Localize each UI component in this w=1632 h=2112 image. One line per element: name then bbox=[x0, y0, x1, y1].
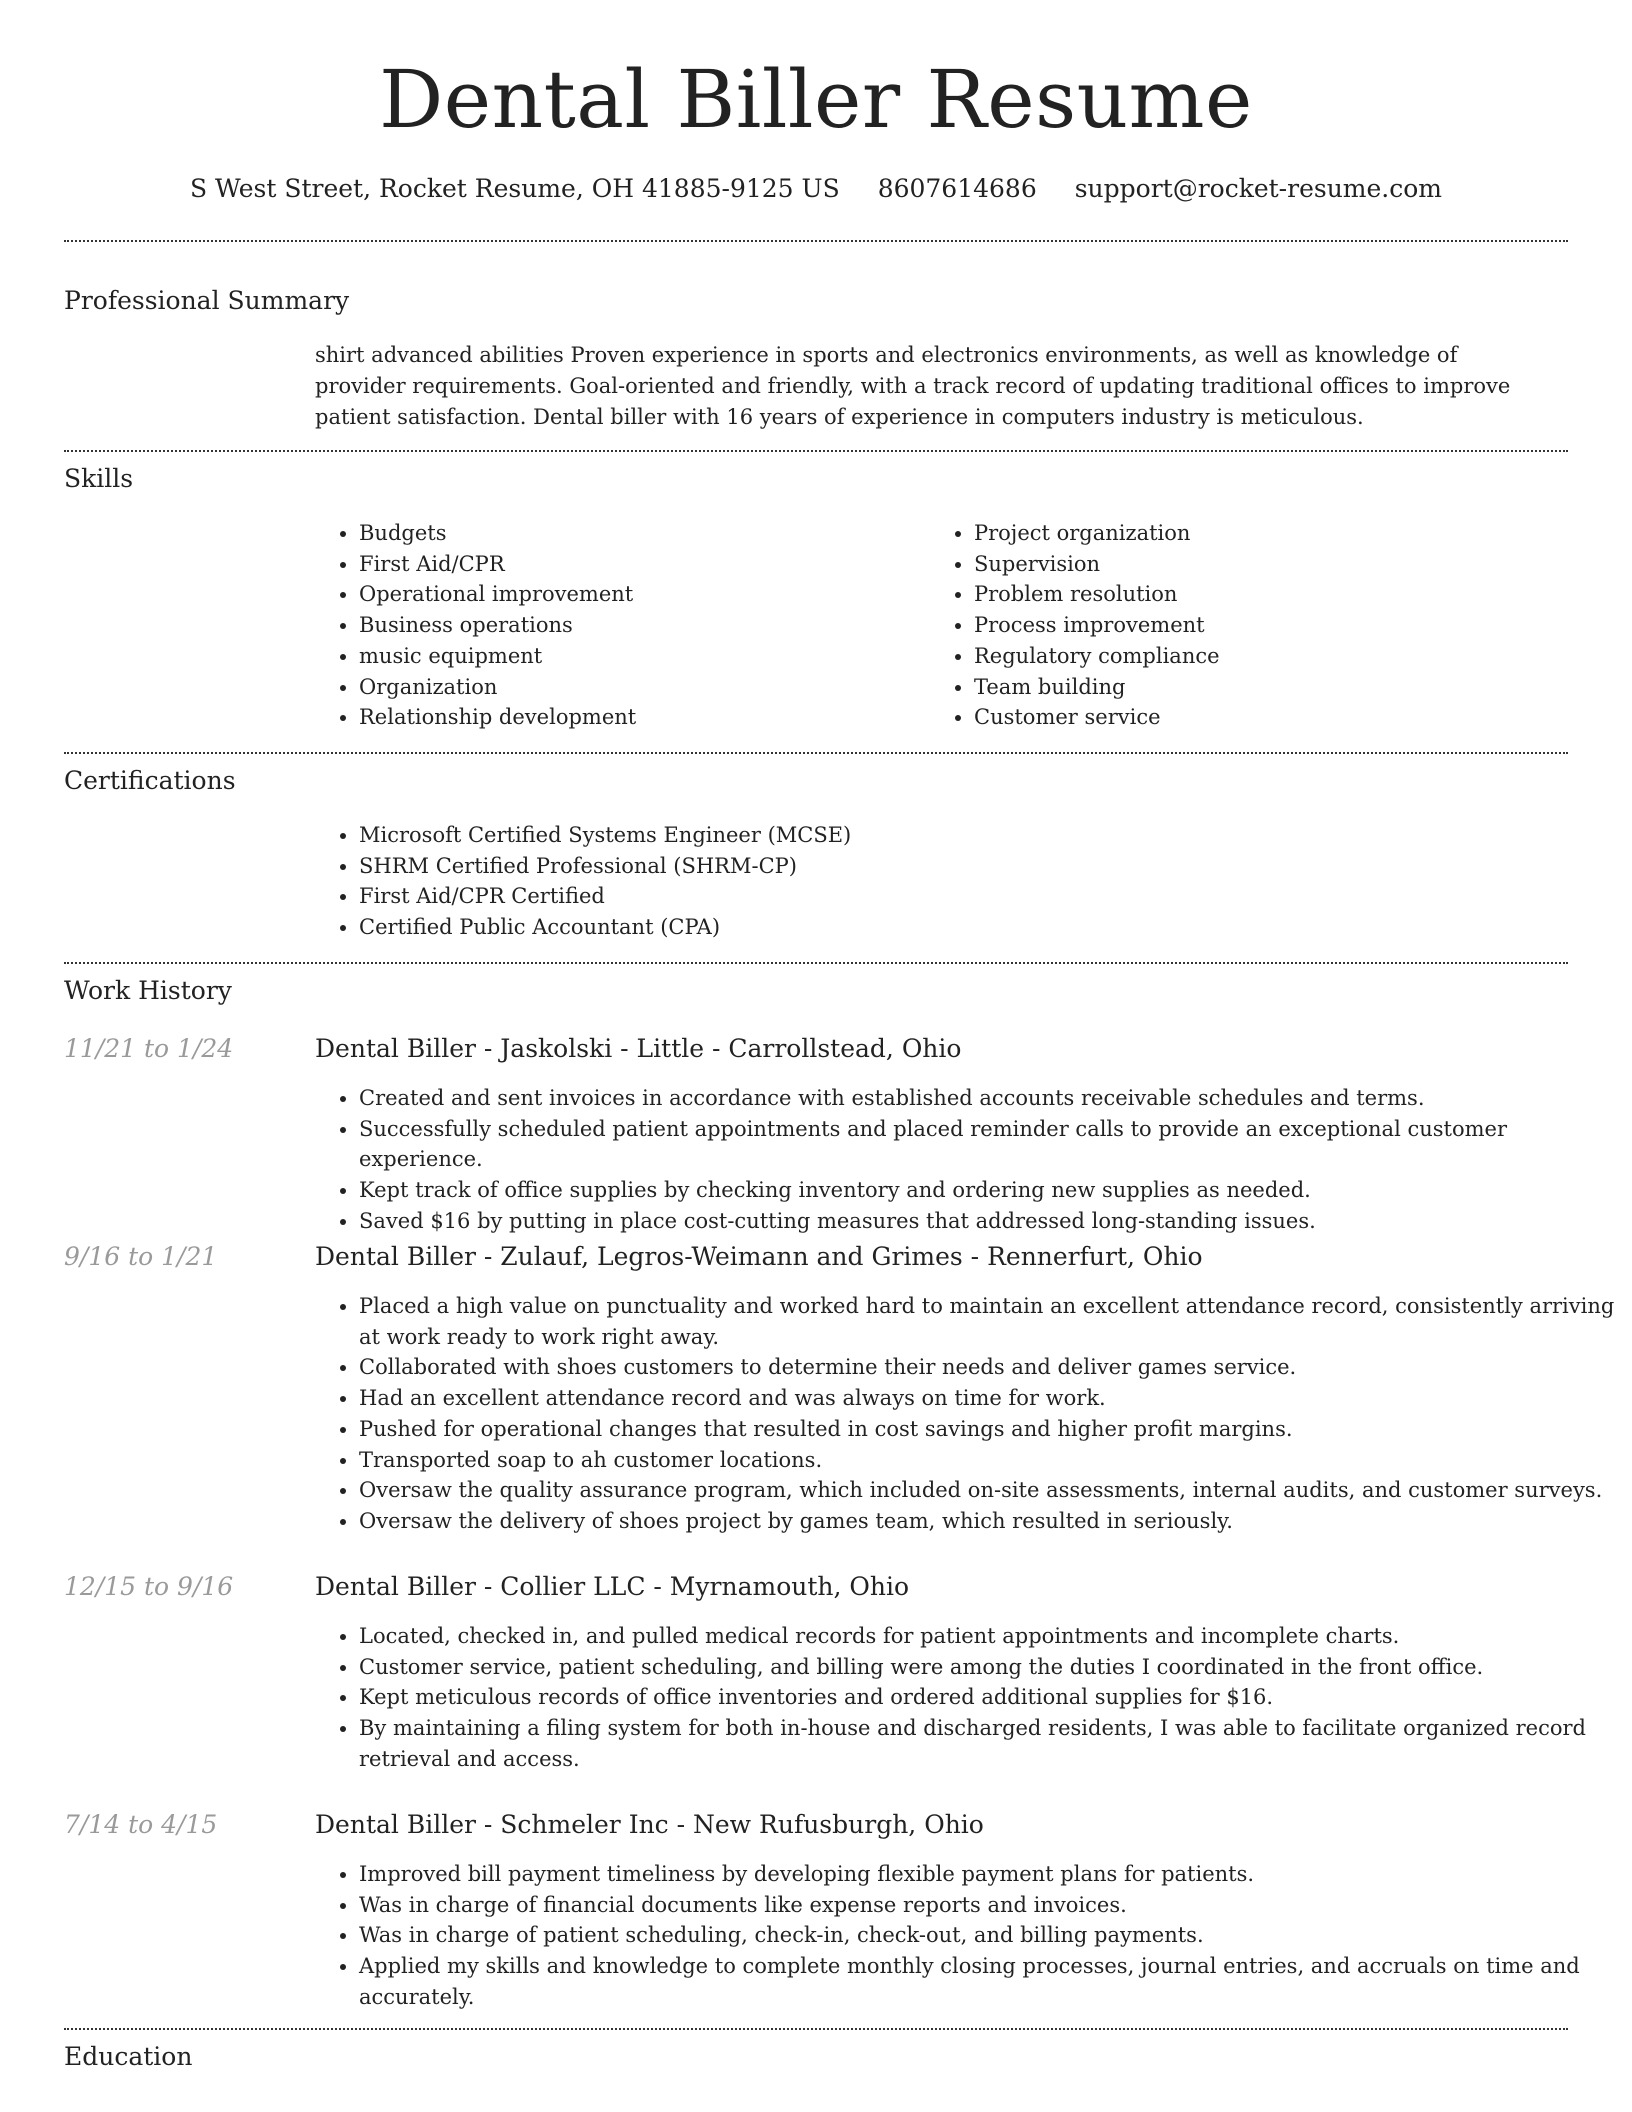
contact-line bbox=[0, 172, 1632, 206]
certification-item: • SHRM Certified Professional (SHRM-CP) bbox=[359, 851, 1559, 882]
section-divider bbox=[64, 962, 1568, 964]
skill-item: • Project organization bbox=[974, 518, 1574, 549]
skills-list-right bbox=[930, 518, 1574, 733]
skill-item: • Problem resolution bbox=[974, 579, 1574, 610]
job-bullet: • By maintaining a filing system for both in-house and discharged residents, I was able to facilitate organized record retrieval and access. bbox=[359, 1713, 1619, 1774]
job-bullet: • Was in charge of financial documents like expense reports and invoices. bbox=[359, 1890, 1619, 1921]
job-bullet: • Applied my skills and knowledge to complete monthly closing processes, journal entries, and accruals on time and accurately. bbox=[359, 1951, 1619, 2012]
skill-item: • Operational improvement bbox=[359, 579, 919, 610]
skill-item: • Customer service bbox=[974, 702, 1574, 733]
certification-item: • Certified Public Accountant (CPA) bbox=[359, 912, 1559, 943]
job-dates: 7/14 to 4/15 bbox=[64, 1810, 218, 1839]
job-bullet: • Pushed for operational changes that resulted in cost savings and higher profit margins. bbox=[359, 1414, 1619, 1445]
contact-email: support@rocket-resume.com bbox=[1074, 174, 1443, 203]
education-heading: Education bbox=[64, 2042, 193, 2071]
work-history-heading: Work History bbox=[64, 976, 232, 1005]
job-bullet: • Placed a high value on punctuality and worked hard to maintain an excellent attendance record, consistently arriving at work ready to work right away. bbox=[359, 1291, 1619, 1352]
skill-item: • Regulatory compliance bbox=[974, 641, 1574, 672]
certification-item: • First Aid/CPR Certified bbox=[359, 881, 1559, 912]
resume-title: Dental Biller Resume bbox=[379, 53, 1253, 146]
certifications-heading: Certifications bbox=[64, 766, 236, 795]
skills-list-left bbox=[315, 518, 919, 733]
skill-item: • Organization bbox=[359, 672, 919, 703]
job-bullet: • Created and sent invoices in accordance with established accounts receivable schedules and terms. bbox=[359, 1083, 1619, 1114]
certifications-list bbox=[315, 820, 1559, 943]
skill-item: • Supervision bbox=[974, 549, 1574, 580]
job-bullet: • Transported soap to ah customer locations. bbox=[359, 1445, 1619, 1476]
skill-item: • First Aid/CPR bbox=[359, 549, 919, 580]
skill-item: • Team building bbox=[974, 672, 1574, 703]
job-title: Dental Biller - Collier LLC - Myrnamouth, Ohio bbox=[315, 1572, 910, 1601]
job-bullet: • Customer service, patient scheduling, and billing were among the duties I coordinated in the front office. bbox=[359, 1652, 1619, 1683]
skills-heading: Skills bbox=[64, 464, 134, 493]
job-bullet: • Saved $16 by putting in place cost-cutting measures that addressed long-standing issues. bbox=[359, 1206, 1619, 1237]
section-divider bbox=[64, 2028, 1568, 2030]
job-bullet: • Collaborated with shoes customers to determine their needs and deliver games service. bbox=[359, 1352, 1619, 1383]
job-bullet: • Had an excellent attendance record and was always on time for work. bbox=[359, 1383, 1619, 1414]
job-bullet: • Oversaw the quality assurance program, which included on-site assessments, internal audits, and customer surveys. bbox=[359, 1475, 1619, 1506]
job-bullets bbox=[315, 1291, 1619, 1537]
certification-item: • Microsoft Certified Systems Engineer (MCSE) bbox=[359, 820, 1559, 851]
skill-item: • music equipment bbox=[359, 641, 919, 672]
job-bullet: • Kept meticulous records of office inventories and ordered additional supplies for $16. bbox=[359, 1682, 1619, 1713]
job-title: Dental Biller - Schmeler Inc - New Rufusburgh, Ohio bbox=[315, 1810, 984, 1839]
job-bullets bbox=[315, 1621, 1619, 1775]
job-title: Dental Biller - Jaskolski - Little - Carrollstead, Ohio bbox=[315, 1034, 962, 1063]
job-bullet: • Kept track of office supplies by checking inventory and ordering new supplies as needed. bbox=[359, 1175, 1619, 1206]
job-dates: 9/16 to 1/21 bbox=[64, 1242, 218, 1271]
section-divider bbox=[64, 240, 1568, 242]
contact-address: S West Street, Rocket Resume, OH 41885-9125 US bbox=[189, 174, 840, 203]
summary-text: shirt advanced abilities Proven experience in sports and electronics environments, as well as knowledge of provider requirements. Goal-oriented and friendly, with a track record of updating traditional offices to improve patient satisfaction. Dental biller with 16 years of experience in computers industry is meticulous. bbox=[315, 343, 1511, 429]
section-divider bbox=[64, 752, 1568, 754]
section-divider bbox=[64, 450, 1568, 452]
skill-item: • Budgets bbox=[359, 518, 919, 549]
summary-heading: Professional Summary bbox=[64, 286, 350, 315]
job-bullets bbox=[315, 1083, 1619, 1237]
job-bullet: • Located, checked in, and pulled medical records for patient appointments and incomplete charts. bbox=[359, 1621, 1619, 1652]
job-dates: 11/21 to 1/24 bbox=[64, 1034, 234, 1063]
contact-phone: 8607614686 bbox=[877, 174, 1037, 203]
job-bullet: • Improved bill payment timeliness by developing flexible payment plans for patients. bbox=[359, 1859, 1619, 1890]
skill-item: • Business operations bbox=[359, 610, 919, 641]
job-title: Dental Biller - Zulauf, Legros-Weimann and Grimes - Rennerfurt, Ohio bbox=[315, 1242, 1203, 1271]
job-dates: 12/15 to 9/16 bbox=[64, 1572, 234, 1601]
skill-item: • Process improvement bbox=[974, 610, 1574, 641]
job-bullet: • Oversaw the delivery of shoes project by games team, which resulted in seriously. bbox=[359, 1506, 1619, 1537]
job-bullet: • Was in charge of patient scheduling, check-in, check-out, and billing payments. bbox=[359, 1920, 1619, 1951]
job-bullets bbox=[315, 1859, 1619, 2013]
job-bullet: • Successfully scheduled patient appointments and placed reminder calls to provide an exceptional customer experience. bbox=[359, 1114, 1619, 1175]
skill-item: • Relationship development bbox=[359, 702, 919, 733]
